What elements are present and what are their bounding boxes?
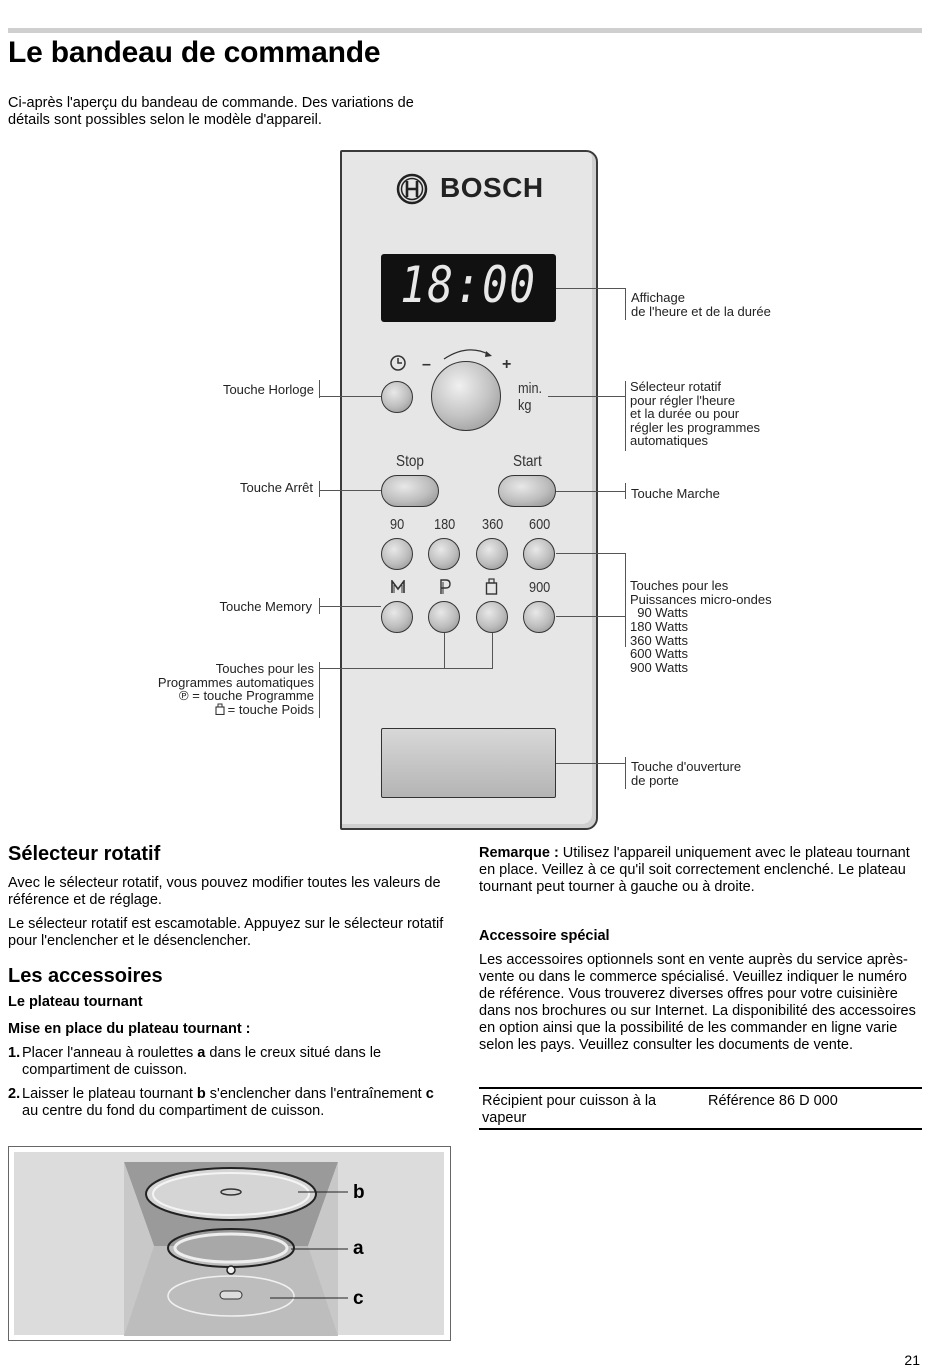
- start-label: Start: [513, 453, 542, 470]
- callout-line-program: [444, 633, 445, 669]
- callout-line-door: [556, 763, 626, 764]
- unit-kg-label: kg: [518, 397, 532, 414]
- power-label-360: 360: [482, 516, 504, 533]
- table-row: [479, 1089, 922, 1131]
- rotary-selector[interactable]: [431, 361, 501, 431]
- steps-list: [8, 1045, 438, 1127]
- callout-door: Touche d'ouverture de porte: [631, 759, 742, 788]
- stop-label: Stop: [396, 453, 424, 470]
- label-b: b: [353, 1182, 365, 1203]
- accessory-table: [479, 1089, 922, 1131]
- callout-bracket-auto: [319, 662, 320, 718]
- table-bottom-rule: [479, 1128, 922, 1130]
- power-label-600: 600: [529, 516, 551, 533]
- memory-button[interactable]: [381, 601, 413, 633]
- callout-line-clock: [319, 396, 381, 397]
- page-title: Le bandeau de commande: [8, 36, 381, 69]
- step-2: 2. Laisser le plateau tournant b s'enclencher dans l'entraînement c au centre du fond du compartiment de cuisson.: [8, 1086, 434, 1119]
- label-c: c: [353, 1288, 364, 1309]
- clock-icon: [389, 354, 407, 372]
- callout-bracket-start: [625, 483, 626, 499]
- memory-icon: [390, 580, 406, 594]
- accessory-item: Récipient pour cuisson à la vapeur: [482, 1093, 657, 1126]
- callout-line-auto: [319, 668, 493, 669]
- clock-display-text: 18:00: [400, 256, 537, 314]
- rotary-heading: Sélecteur rotatif: [8, 843, 161, 865]
- power-label-90: 90: [390, 516, 405, 533]
- rotation-arrow-icon: [440, 343, 496, 361]
- minus-sign: –: [422, 356, 431, 373]
- plus-sign: +: [502, 356, 512, 373]
- callout-bracket-stop: [319, 481, 320, 497]
- power-360-button[interactable]: [476, 538, 508, 570]
- turntable-subheading: Le plateau tournant: [8, 994, 143, 1010]
- callout-display: Affichage de l'heure et de la durée: [631, 290, 771, 319]
- rotary-paragraph-1: Avec le sélecteur rotatif, vous pouvez modifier toutes les valeurs de référence et de réglage.: [8, 875, 441, 908]
- label-a: a: [353, 1238, 364, 1259]
- stop-button[interactable]: [381, 475, 439, 507]
- accessory-reference: Référence 86 D 000: [708, 1093, 838, 1109]
- callout-line-weight: [492, 633, 493, 669]
- remark-paragraph: Remarque : Utilisez l'appareil uniquement avec le plateau tournant en place. Veillez à ce qu'il soit correctement enclenché. Le plateau tournant peut tourner à gauche ou à droite.: [479, 845, 910, 895]
- callout-auto: Touches pour les Programmes automatiques ℗ = touche Programme = touche Poids: [157, 661, 314, 717]
- callout-line-display: [556, 288, 626, 289]
- top-rule: [8, 28, 922, 33]
- clock-button[interactable]: [381, 381, 413, 413]
- program-button[interactable]: [428, 601, 460, 633]
- power-label-900: 900: [529, 579, 551, 596]
- callout-bracket-clock: [319, 380, 320, 398]
- weight-symbol-icon: [215, 703, 225, 715]
- door-open-button[interactable]: [381, 728, 556, 798]
- bosch-logo-icon: [396, 173, 428, 205]
- weight-icon: [485, 578, 498, 595]
- callout-line-power-900: [556, 616, 626, 617]
- callout-power: Touches pour les Puissances micro-ondes 90 Watts 180 Watts 360 Watts 600 Watts 900 Watts: [630, 578, 772, 675]
- program-icon: [439, 579, 451, 595]
- power-label-180: 180: [434, 516, 456, 533]
- callout-bracket-power: [625, 553, 626, 647]
- callout-clock-key: Touche Horloge: [222, 382, 314, 397]
- callout-line-memory: [319, 606, 381, 607]
- callout-bracket-display: [625, 288, 626, 320]
- callout-line-start: [556, 491, 626, 492]
- step-1: 1. Placer l'anneau à roulettes a dans le creux situé dans le compartiment de cuisson.: [8, 1045, 382, 1078]
- accessories-heading: Les accessoires: [8, 965, 163, 987]
- special-accessory-text: Les accessoires optionnels sont en vente auprès du service après-vente ou dans le commerce spécialisé. Veuillez indiquer le numéro de référence. Vous trouverez diverses offres pour votre cuisinière dans nos brochures ou sur Internet. La disponibilité des accessoires en option ainsi que la possibilité de les commander en ligne varie selon les pays. Veuillez consulter les documents de vente.: [479, 952, 916, 1053]
- turntable-illustration: [8, 1146, 451, 1341]
- callout-line-power: [556, 553, 626, 554]
- power-600-button[interactable]: [523, 538, 555, 570]
- special-accessory-heading: Accessoire spécial: [479, 928, 610, 944]
- callout-bracket-memory: [319, 598, 320, 614]
- intro-text: Ci-après l'aperçu du bandeau de commande. Des variations de détails sont possibles selon le modèle d'appareil.: [8, 95, 414, 128]
- callout-bracket-rotary: [625, 381, 626, 451]
- callout-start: Touche Marche: [631, 486, 720, 501]
- power-180-button[interactable]: [428, 538, 460, 570]
- power-90-button[interactable]: [381, 538, 413, 570]
- power-900-button[interactable]: [523, 601, 555, 633]
- callout-stop-key: Touche Arrêt: [240, 480, 313, 495]
- callout-bracket-door: [625, 757, 626, 789]
- weight-button[interactable]: [476, 601, 508, 633]
- brand-name: BOSCH: [440, 172, 544, 203]
- mise-en-place-title: Mise en place du plateau tournant :: [8, 1021, 251, 1037]
- callout-line-rotary: [548, 396, 626, 397]
- callout-line-stop: [319, 490, 381, 491]
- callout-memory-key: Touche Memory: [219, 599, 312, 614]
- rotary-paragraph-2: Le sélecteur rotatif est escamotable. Appuyez sur le sélecteur rotatif pour l'enclencher et le désenclencher.: [8, 916, 444, 949]
- start-button[interactable]: [498, 475, 556, 507]
- unit-min-label: min.: [518, 380, 543, 397]
- page-number: 21: [904, 1352, 920, 1368]
- callout-rotary: Sélecteur rotatif pour régler l'heure et la durée ou pour régler les programmes automatiques: [630, 379, 761, 449]
